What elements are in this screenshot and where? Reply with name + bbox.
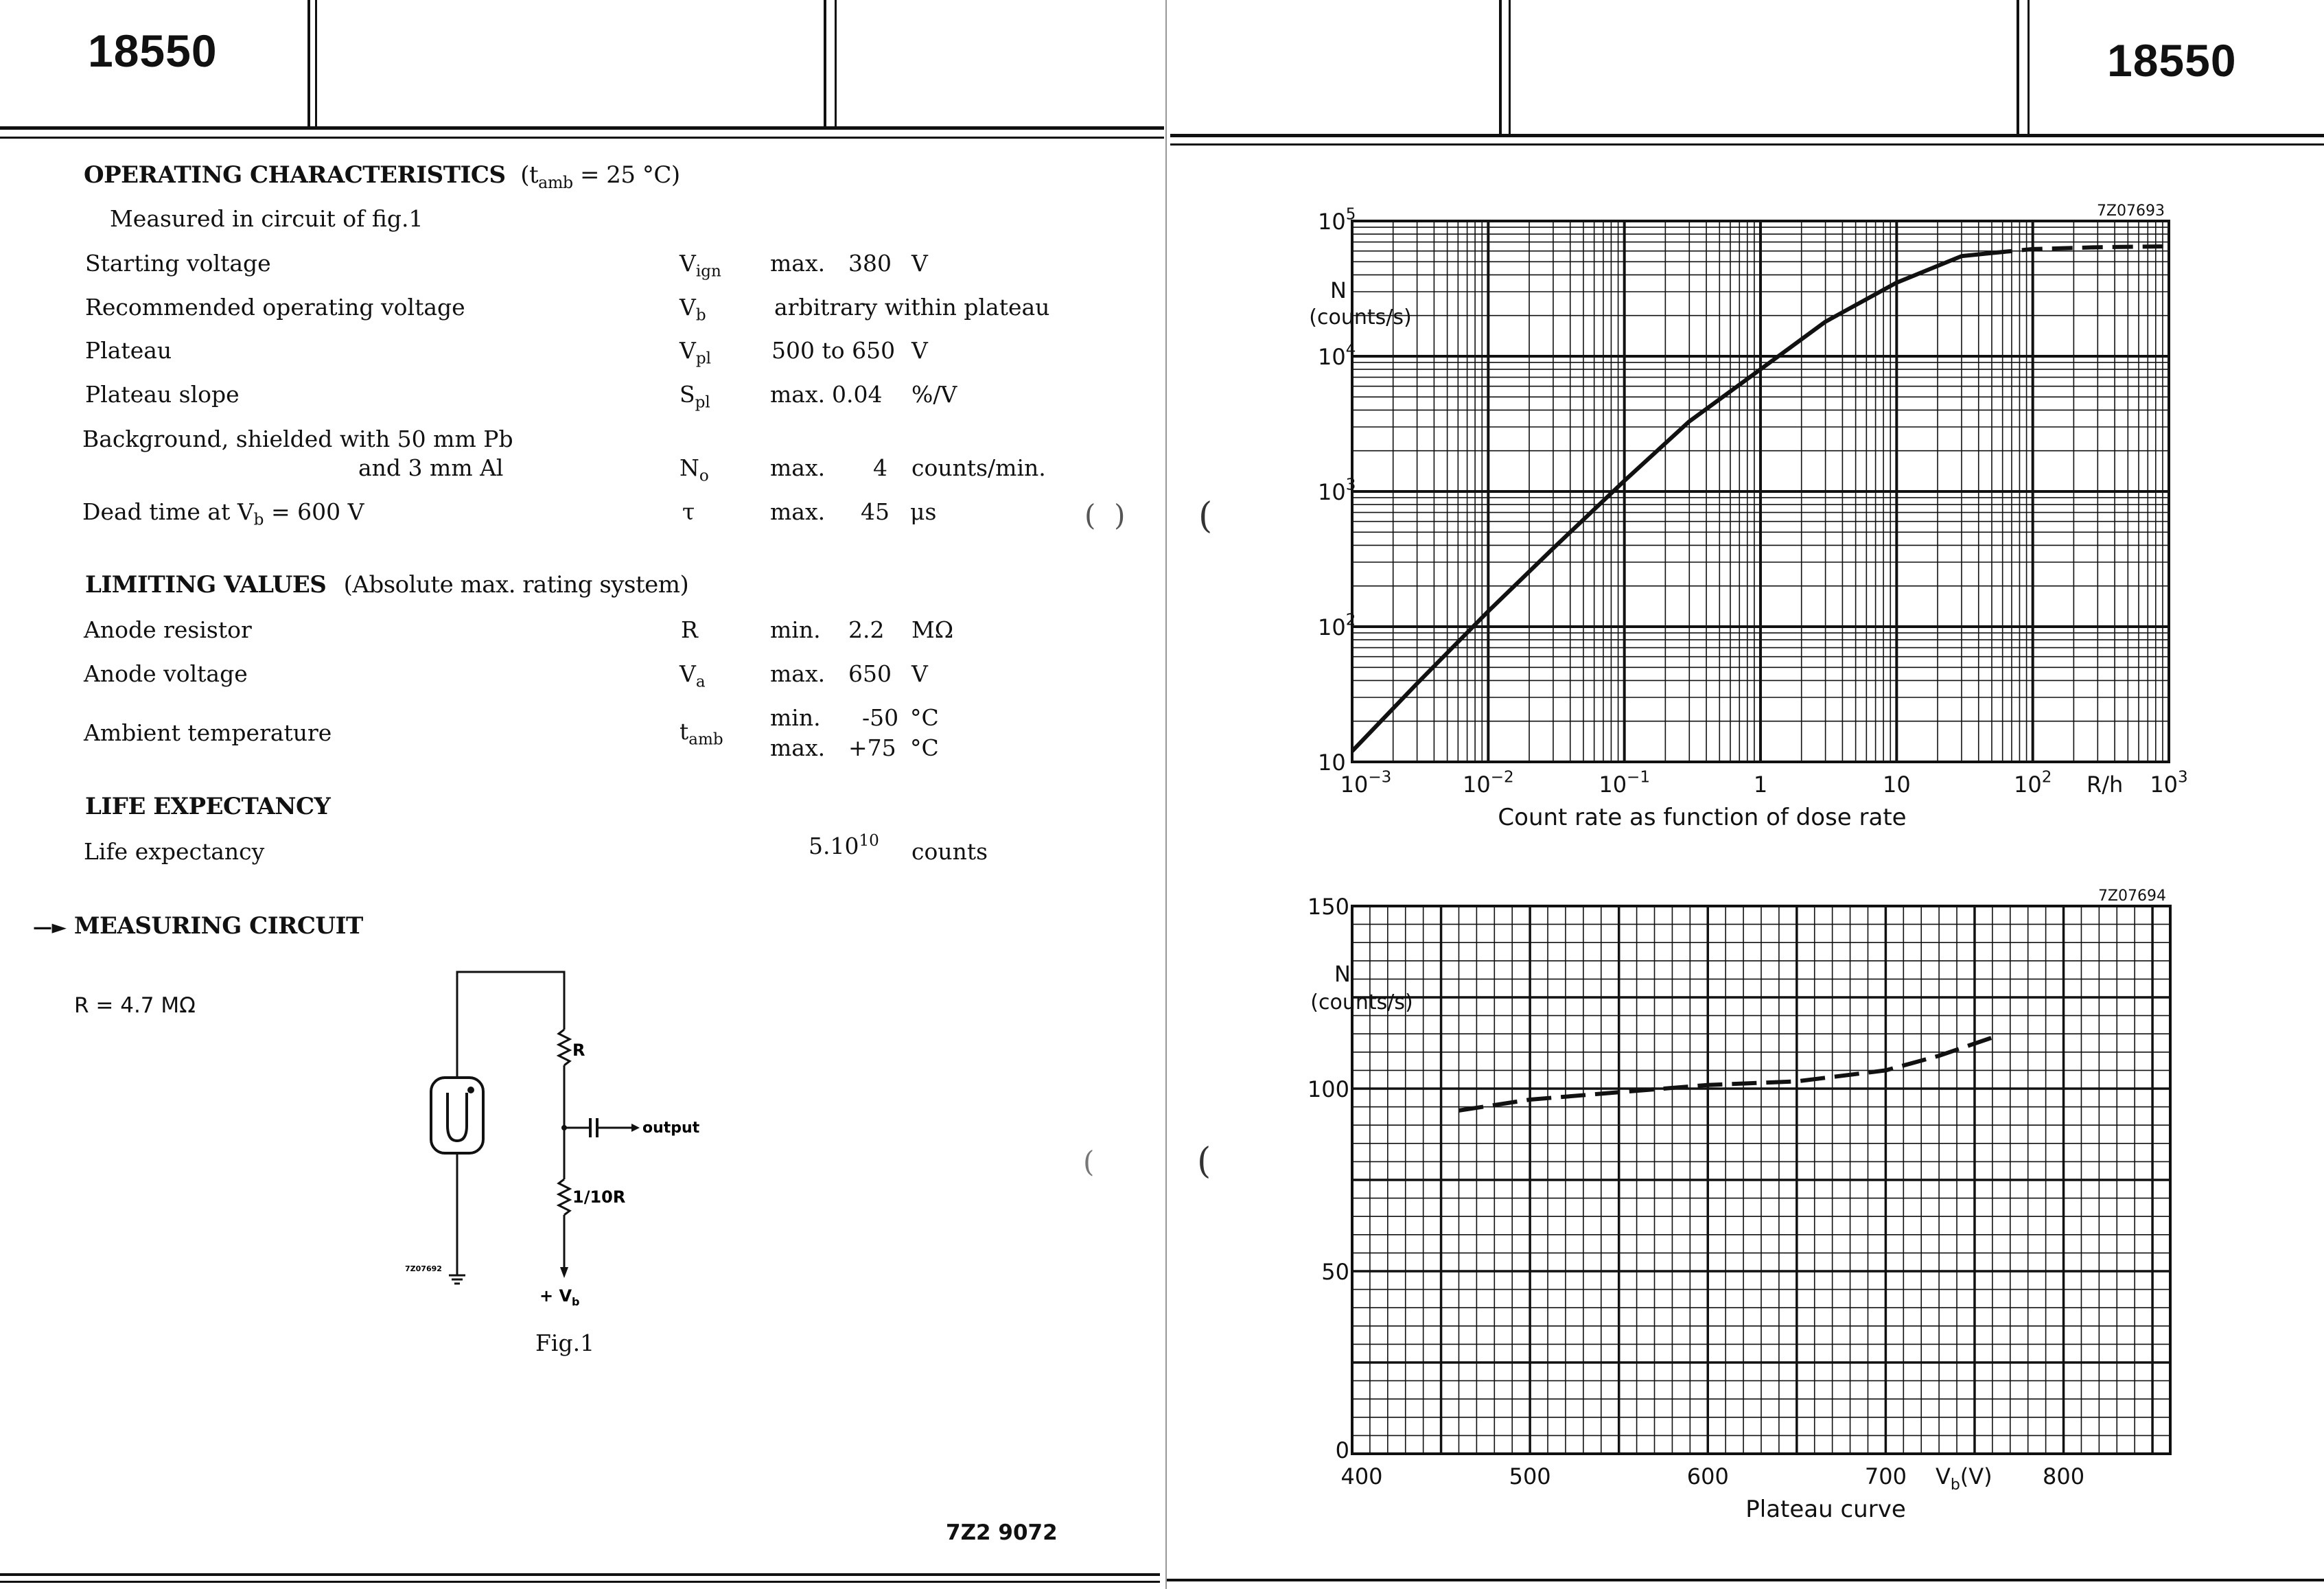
x-tick-label [2014,769,2052,798]
row-label: Anode resistor [84,616,252,643]
margin-mark: ( [1083,1145,1095,1179]
y-tick-label [1318,341,1356,370]
x-axis-label-sub: b [1950,1476,1960,1494]
count-rate-series-extrapolated [1992,246,2169,253]
row-symbol: $t_{amb}$ [679,718,723,749]
x-tick-label [1883,772,1911,798]
footer-code: 7Z2 9072 [946,1520,1058,1545]
y-axis-label: N [1334,961,1351,987]
y-tick-label: 0 [1335,1437,1349,1463]
row-value: 650 [848,660,892,687]
row-symbol: $V_{ign}$ [679,250,721,281]
row-limit: max. [770,498,826,525]
right-footer-rule [1167,1579,2324,1581]
left-footer-rule-thin [0,1581,1160,1583]
operating-condition: ($t_{amb} = 25$ °C) [520,161,680,192]
vb-arrow-icon [560,1267,568,1278]
output-label: output [642,1120,700,1137]
x-tick-label-exponent: −2 [1490,768,1514,787]
row-unit: %/V [911,381,957,408]
y-tick-label [1318,476,1356,505]
resistor-tenth-r-label: 1/10R [572,1187,626,1207]
resistor-value-note: R = 4.7 MΩ [74,993,196,1018]
figure-caption: Fig.1 [535,1330,595,1356]
circuit-wire [457,972,564,1078]
y-tick-label [1318,612,1356,640]
right-header-rule-thin [1170,143,2324,146]
y-axis-unit: (counts/s) [1309,305,1412,329]
row-label: Recommended operating voltage [85,294,465,321]
y-tick-label-base: 10 [1318,750,1346,776]
y-tick-label-exponent: 5 [1345,205,1356,224]
chart-code: 7Z07694 [2098,888,2166,905]
row-unit: V [911,337,928,364]
x-tick-label-base: 10 [2013,772,2042,798]
row-symbol: $V_a$ [679,660,706,691]
y-tick-label-exponent: 2 [1345,611,1356,629]
output-arrow-icon [631,1124,640,1132]
chart-code: 7Z07693 [2096,202,2165,220]
x-axis-label [1936,1463,1992,1494]
row-unit: °C [910,704,939,731]
row-symbol: $V_b$ [679,294,706,325]
chart-title: Plateau curve [1745,1496,1906,1523]
row-text: 500 to 650 [771,337,896,364]
resistor-r-label: R [572,1041,585,1060]
row-label: Plateau [85,337,172,364]
page-gutter [1165,0,1167,1589]
page-number-right: 18550 [2107,35,2237,86]
left-header-rule [0,126,1164,130]
y-axis-label: N [1330,277,1347,303]
row-symbol: $V_{pl}$ [679,337,712,368]
life-unit: counts [911,838,988,865]
change-arrow-icon: —► [33,916,67,938]
tube-anode-dot-icon [467,1087,474,1093]
row-value: 4 [873,454,887,481]
x-tick-label [2150,769,2187,798]
row-unit: MΩ [911,616,954,643]
row-limit: max. [770,454,826,481]
limiting-subtitle: (Absolute max. rating system) [343,571,689,599]
x-tick-label-base: 10 [1462,772,1491,798]
resistor-r-icon [559,1030,570,1065]
row-unit: °C [910,734,939,761]
resistor-tenth-r-icon [559,1179,570,1215]
row-value: +75 [848,734,896,761]
row-symbol: $N_o$ [679,454,709,485]
y-tick-label: 150 [1307,894,1349,920]
x-tick-label [1340,769,1392,798]
operating-title: OPERATING CHARACTERISTICS [84,161,506,189]
row-value: 2.2 [848,616,885,643]
y-tick-label-base: 10 [1318,614,1346,640]
chart-title: Count rate as function of dose rate [1498,804,1907,831]
supply-vb-label: + $V_b$ [539,1286,580,1308]
x-tick-label [1599,769,1650,798]
right-header-box-divider-2 [1509,0,1511,134]
row-limit: max. [770,250,826,277]
x-tick-label-exponent: −1 [1627,768,1651,787]
life-heading: LIFE EXPECTANCY [85,793,331,820]
junction-dot-icon [561,1125,567,1130]
y-tick-label: 50 [1321,1259,1349,1285]
row-limit: max. [770,381,826,408]
row-unit: counts/min. [911,454,1046,481]
row-value: 380 [848,250,892,277]
row-label: Plateau slope [85,381,240,408]
row-symbol: τ [682,498,695,525]
x-tick-label-exponent: −3 [1368,768,1392,787]
right-header-box-divider-1 [1499,0,1502,134]
x-tick-label [1754,772,1767,798]
row-label: Ambient temperature [84,719,332,746]
y-tick-label-base: 10 [1318,209,1346,235]
x-tick-label: 600 [1686,1463,1729,1489]
x-tick-label-base: 10 [1882,772,1911,798]
row-limit: max. [770,660,826,687]
y-tick-label-exponent: 4 [1345,340,1356,359]
left-header-box-divider-1 [307,0,310,126]
x-tick-label: 800 [2042,1463,2085,1489]
y-tick-label-base: 10 [1318,344,1346,370]
left-header-box-divider-2 [315,0,317,126]
row-label: Dead time at $V_b = 600$ V [82,498,364,529]
left-footer-rule [0,1573,1160,1576]
row-unit: V [911,660,928,687]
measuring-title: MEASURING CIRCUIT [73,912,363,940]
x-tick-label: 500 [1509,1463,1551,1489]
limiting-heading [85,571,688,599]
x-axis-label: R/h [2087,772,2124,798]
left-header-rule-thin [0,137,1164,139]
operating-heading [84,161,680,192]
circuit-code-label: 7Z07692 [405,1264,442,1273]
tube-cathode-icon [448,1093,467,1141]
x-axis-label-unit: (V) [1960,1463,1992,1489]
row-symbol: $S_{pl}$ [679,381,710,412]
right-header-box-divider-4 [2027,0,2030,134]
y-tick-label [1318,206,1356,235]
row-limit: min. [770,616,821,643]
x-tick-label-exponent: 3 [2178,768,2188,787]
operating-note: Measured in circuit of fig.1 [110,205,423,232]
x-tick-label-base: 10 [1599,772,1627,798]
row-value: -50 [862,704,899,731]
left-header-box-divider-4 [835,0,837,126]
row-label: Anode voltage [84,660,248,687]
row-unit: μs [910,498,937,525]
x-tick-label-exponent: 2 [2041,768,2052,787]
margin-mark: ( ) [1084,498,1126,532]
right-header-rule [1170,134,2324,137]
margin-mark: ( [1198,496,1213,537]
measuring-heading [33,912,363,940]
limiting-title: LIMITING VALUES [85,571,327,599]
row-unit: V [911,250,928,277]
row-text: arbitrary within plateau [774,294,1050,321]
y-tick-label: 100 [1307,1076,1349,1102]
row-value: 0.04 [832,381,883,408]
row-limit: min. [770,704,821,731]
page-number-left: 18550 [88,25,218,76]
x-tick-label-base: 10 [1340,772,1369,798]
row-label: Background, shielded with 50 mm Pb [82,426,513,452]
left-header-box-divider-3 [824,0,826,126]
right-header-box-divider-3 [2017,0,2019,134]
x-tick-label: 700 [1864,1463,1907,1489]
row-symbol: R [681,616,698,643]
row-label-continued: and 3 mm Al [358,454,504,481]
y-tick-label-exponent: 3 [1345,476,1356,494]
margin-mark: ( [1197,1141,1211,1182]
life-value: 5.10$^{10}$ [809,832,879,859]
x-tick-label-base: 10 [2150,772,2178,798]
y-tick-label-base: 10 [1318,479,1346,505]
x-axis-label-var: V [1935,1463,1951,1489]
life-label: Life expectancy [84,838,265,865]
y-axis-unit: (counts/s) [1310,990,1413,1014]
y-tick-label [1318,750,1346,776]
x-tick-label: 400 [1340,1463,1383,1489]
row-label: Starting voltage [85,250,271,277]
row-limit: max. [770,734,826,761]
row-value: 45 [861,498,890,525]
measuring-circuit-diagram [384,961,769,1345]
x-tick-label [1463,769,1514,798]
x-tick-label-base: 1 [1753,772,1768,798]
plateau-curve-chart [1290,879,2196,1524]
count-rate-chart [1290,185,2196,844]
